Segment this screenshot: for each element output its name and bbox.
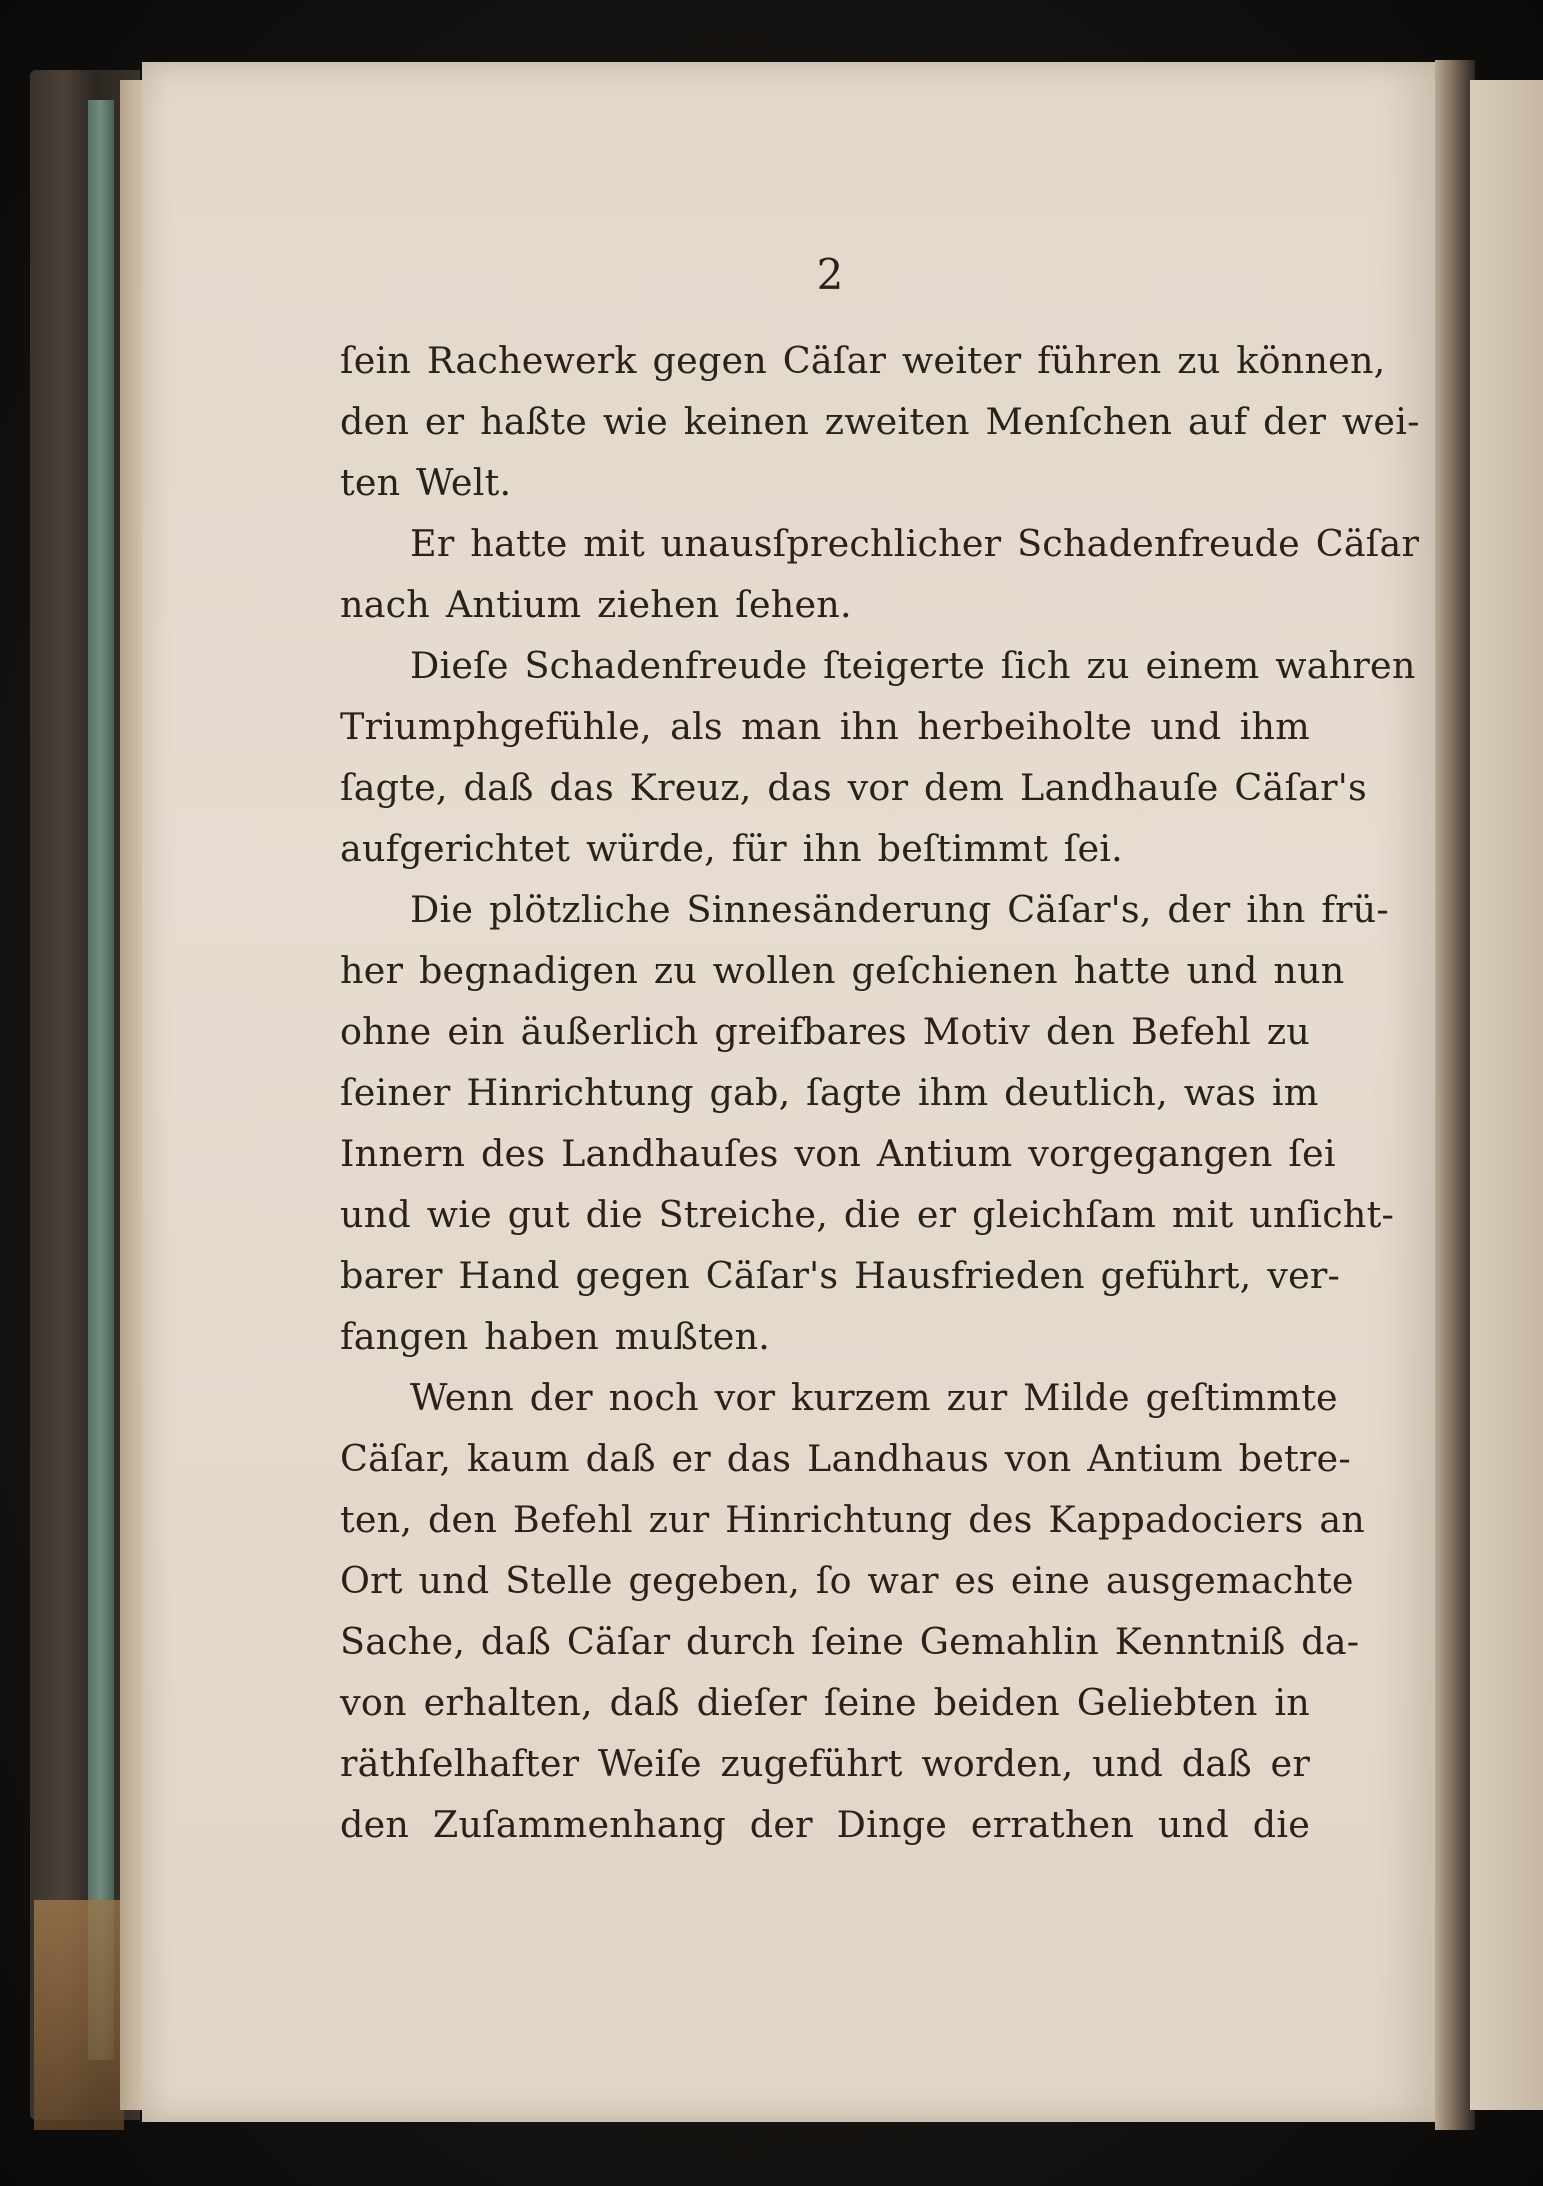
cover-edge-stripe bbox=[88, 100, 114, 2060]
cover-corner-worn bbox=[34, 1900, 124, 2130]
text-line: ſeiner Hinrichtung gab, ſagte ihm deutlich, was im bbox=[340, 1071, 1319, 1114]
text-line: Er hatte mit unausſprechlicher Schadenfreude Cäſar bbox=[410, 522, 1420, 565]
text-line: her begnadigen zu wollen geſchienen hatte und nun bbox=[340, 949, 1345, 992]
text-line: ten Welt. bbox=[340, 461, 512, 504]
text-line: Innern des Landhauſes von Antium vorgegangen ſei bbox=[340, 1132, 1336, 1175]
page-number: 2 bbox=[816, 250, 844, 299]
book-gutter bbox=[1435, 60, 1475, 2130]
text-line: fangen haben mußten. bbox=[340, 1315, 771, 1358]
page-text bbox=[340, 330, 1420, 1855]
text-line: von erhalten, daß dieſer ſeine beiden Geliebten in bbox=[340, 1681, 1310, 1724]
text-line: Wenn der noch vor kurzem zur Milde geſtimmte bbox=[410, 1376, 1338, 1419]
text-line: räthſelhafter Weiſe zugeführt worden, und daß er bbox=[340, 1742, 1310, 1785]
text-line: ten, den Befehl zur Hinrichtung des Kappadociers an bbox=[340, 1498, 1366, 1541]
right-page-edge bbox=[1470, 80, 1543, 2110]
text-line: Ort und Stelle gegeben, ſo war es eine ausgemachte bbox=[340, 1559, 1354, 1602]
text-line: ſein Rachewerk gegen Cäſar weiter führen zu können, bbox=[340, 339, 1386, 382]
text-line: Cäſar, kaum daß er das Landhaus von Antium betre- bbox=[340, 1437, 1351, 1480]
text-line: Sache, daß Cäſar durch ſeine Gemahlin Kenntniß da- bbox=[340, 1620, 1360, 1663]
text-line: Dieſe Schadenfreude ſteigerte ſich zu einem wahren bbox=[410, 644, 1416, 687]
text-line: nach Antium ziehen ſehen. bbox=[340, 583, 852, 626]
text-line: barer Hand gegen Cäſar's Hausfrieden geführt, ver- bbox=[340, 1254, 1341, 1297]
text-line: ſagte, daß das Kreuz, das vor dem Landhauſe Cäſar's bbox=[340, 766, 1367, 809]
text-line: den Zuſammenhang der Dinge errathen und die bbox=[340, 1803, 1310, 1846]
text-line: und wie gut die Streiche, die er gleichſam mit unſicht- bbox=[340, 1193, 1394, 1236]
text-line: Die plötzliche Sinnesänderung Cäſar's, der ihn frü- bbox=[410, 888, 1389, 931]
text-line: Triumphgefühle, als man ihn herbeiholte und ihm bbox=[340, 705, 1310, 748]
text-line: den er haßte wie keinen zweiten Menſchen auf der wei- bbox=[340, 400, 1420, 443]
text-line: ohne ein äußerlich greifbares Motiv den Befehl zu bbox=[340, 1010, 1310, 1053]
text-line: aufgerichtet würde, für ihn beſtimmt ſei. bbox=[340, 827, 1123, 870]
